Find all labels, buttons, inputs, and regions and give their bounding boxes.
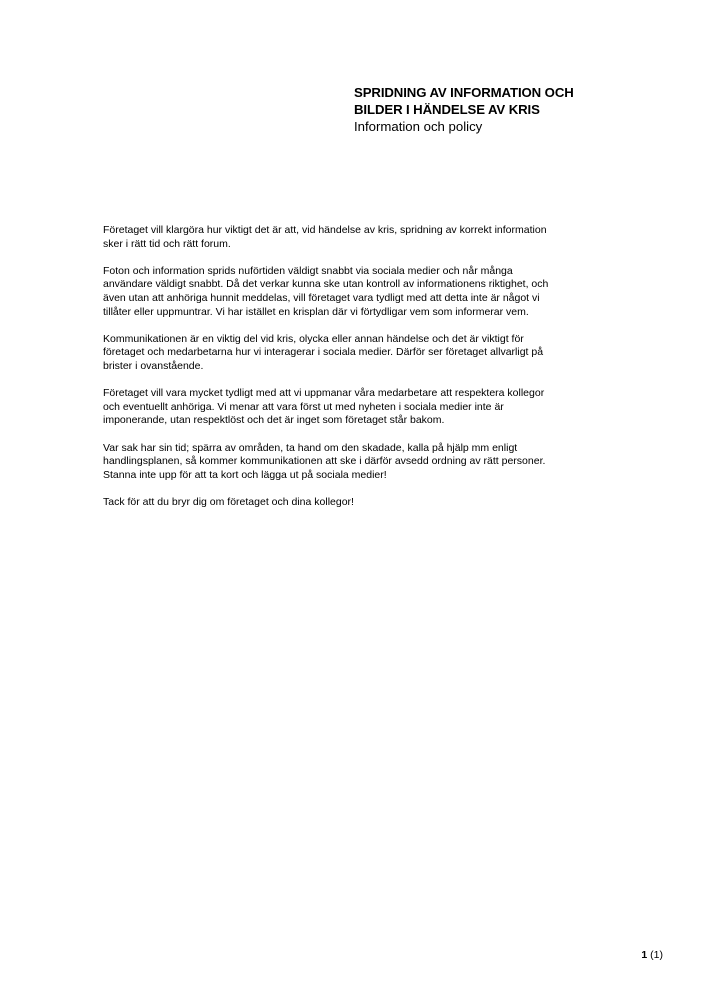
text-line: Företaget vill vara mycket tydligt med att vi uppmanar våra medarbetare att respektera kollegor [103, 387, 545, 400]
text-line: och eventuellt anhöriga. Vi menar att vara först ut med nyheten i sociala medier inte är [103, 400, 504, 413]
text-line: Var sak har sin tid; spärra av områden, ta hand om den skadade, kalla på hjälp mm enligt [103, 441, 518, 454]
document-title-line: SPRIDNING AV INFORMATION OCH [354, 85, 574, 100]
document-subtitle: Information och policy [354, 119, 483, 134]
paragraph-intro [103, 224, 623, 251]
paragraph-photos [103, 265, 623, 319]
text-line: användare väldigt snabbt. Då det verkar kunna ske utan kontroll av informationens riktighet, och [103, 278, 549, 291]
page-number-current: 1 [641, 949, 648, 961]
paragraph-thanks [103, 496, 623, 510]
paragraph-communication [103, 333, 623, 374]
text-line: Tack för att du bryr dig om företaget och dina kollegor! [103, 495, 354, 508]
text-line: handlingsplanen, så kommer kommunikationen att ske i därför avsedd ordning av rätt personer. [103, 455, 546, 468]
text-line: Foton och information sprids nuförtiden väldigt snabbt via sociala medier och når många [103, 264, 513, 277]
text-line: sker i rätt tid och rätt forum. [103, 237, 231, 250]
page-number-total: (1) [647, 949, 663, 961]
paragraph-priorities [103, 442, 623, 483]
document-title [354, 84, 674, 118]
text-line: Företaget vill klargöra hur viktigt det är att, vid händelse av kris, spridning av korrekt information [103, 224, 547, 236]
document-header [354, 84, 674, 135]
paragraph-respect [103, 387, 623, 428]
text-line: även utan att anhöriga hunnit meddelas, vill företaget vara tydligt med att detta inte är något vi [103, 291, 540, 304]
text-line: Kommunikationen är en viktig del vid kris, olycka eller annan händelse och det är viktigt för [103, 332, 524, 345]
text-line: brister i ovanstående. [103, 359, 204, 372]
text-line: Stanna inte upp för att ta kort och lägga ut på sociala medier! [103, 468, 387, 481]
text-line: imponerande, utan respektlöst och det är inget som företaget står bakom. [103, 414, 445, 427]
text-line: företaget och medarbetarna hur vi interagerar i sociala medier. Därför ser företaget allvarligt på [103, 346, 544, 359]
document-body [103, 224, 623, 523]
page-number [641, 949, 663, 962]
document-title-line: BILDER I HÄNDELSE AV KRIS [354, 102, 540, 117]
text-line: tillåter eller uppmuntrar. Vi har istället en krisplan där vi förtydligar vem som informerar vem. [103, 305, 529, 318]
